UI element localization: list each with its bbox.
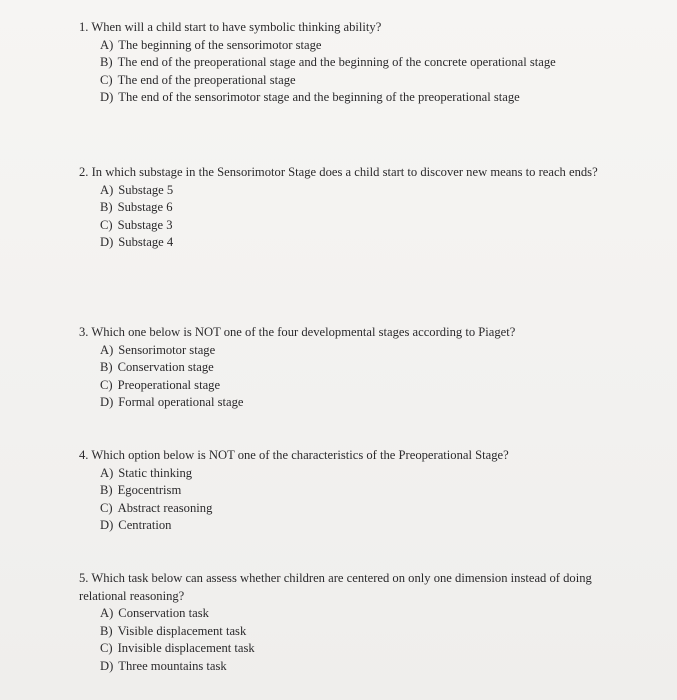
option-2c bbox=[100, 217, 607, 235]
option-5c bbox=[100, 640, 599, 658]
option-text: Preoperational stage bbox=[117, 377, 221, 392]
option-text: Three mountains task bbox=[118, 658, 227, 673]
option-4b bbox=[100, 482, 609, 500]
option-letter: A) bbox=[100, 182, 114, 197]
option-text: Formal operational stage bbox=[118, 395, 244, 409]
option-2d bbox=[100, 234, 607, 252]
option-letter: B) bbox=[100, 623, 113, 638]
option-letter: C) bbox=[100, 72, 113, 87]
option-letter: A) bbox=[100, 342, 114, 357]
option-text: The beginning of the sensorimotor stage bbox=[118, 37, 322, 52]
question-5 bbox=[79, 570, 599, 675]
option-letter: C) bbox=[100, 217, 113, 232]
option-5d bbox=[100, 658, 599, 676]
option-text: Sensorimotor stage bbox=[118, 342, 216, 357]
question-3-options bbox=[100, 342, 609, 412]
option-1c bbox=[100, 72, 609, 90]
option-letter: A) bbox=[100, 606, 114, 620]
option-5b bbox=[100, 623, 599, 641]
option-text: Invisible displacement task bbox=[117, 641, 255, 655]
option-letter: C) bbox=[100, 377, 113, 392]
question-5-text: 5. Which task below can assess whether children are centered on only one dimension instead of doing relational reasoning? bbox=[79, 571, 592, 603]
option-letter: C) bbox=[100, 500, 113, 515]
option-text: The end of the sensorimotor stage and the beginning of the preoperational stage bbox=[118, 90, 520, 104]
option-4a bbox=[100, 465, 609, 483]
option-4d bbox=[100, 517, 609, 535]
question-2-text: 2. In which substage in the Sensorimotor Stage does a child start to discover new means to reach ends? bbox=[79, 165, 598, 179]
question-4-options bbox=[100, 465, 609, 535]
option-letter: D) bbox=[100, 90, 114, 104]
option-letter: D) bbox=[100, 658, 114, 673]
question-3-text: 3. Which one below is NOT one of the four developmental stages according to Piaget? bbox=[79, 325, 516, 339]
question-4-text: 4. Which option below is NOT one of the characteristics of the Preoperational Stage? bbox=[79, 448, 509, 462]
option-text: Substage 4 bbox=[118, 235, 174, 249]
option-text: The end of the preoperational stage bbox=[117, 72, 296, 87]
option-text: Substage 5 bbox=[118, 182, 174, 197]
question-1 bbox=[79, 19, 609, 107]
option-text: Conservation stage bbox=[117, 360, 214, 374]
option-letter: D) bbox=[100, 395, 114, 409]
question-1-text: 1. When will a child start to have symbolic thinking ability? bbox=[79, 20, 382, 34]
option-text: Substage 6 bbox=[117, 200, 173, 214]
question-5-options bbox=[100, 605, 599, 675]
option-2a bbox=[100, 182, 607, 200]
option-3d bbox=[100, 394, 609, 412]
option-text: Centration bbox=[118, 518, 172, 532]
option-3b bbox=[100, 359, 609, 377]
option-text: Abstract reasoning bbox=[117, 500, 213, 515]
option-text: Visible displacement task bbox=[117, 623, 247, 638]
option-letter: B) bbox=[100, 55, 113, 69]
option-1a bbox=[100, 37, 609, 55]
option-text: Conservation task bbox=[118, 606, 209, 620]
option-text: Substage 3 bbox=[117, 217, 173, 232]
option-letter: A) bbox=[100, 37, 114, 52]
option-letter: A) bbox=[100, 465, 114, 480]
option-3a bbox=[100, 342, 609, 360]
option-4c bbox=[100, 500, 609, 518]
option-letter: B) bbox=[100, 483, 113, 497]
option-text: Static thinking bbox=[118, 465, 193, 480]
option-text: The end of the preoperational stage and the beginning of the concrete operational stage bbox=[117, 55, 556, 69]
question-4 bbox=[79, 447, 609, 535]
option-letter: C) bbox=[100, 641, 113, 655]
question-2-options bbox=[100, 182, 607, 252]
option-3c bbox=[100, 377, 609, 395]
option-text: Egocentrism bbox=[117, 483, 182, 497]
option-2b bbox=[100, 199, 607, 217]
option-letter: D) bbox=[100, 518, 114, 532]
option-letter: B) bbox=[100, 360, 113, 374]
option-1d bbox=[100, 89, 609, 107]
question-1-options bbox=[100, 37, 609, 107]
question-3 bbox=[79, 324, 609, 412]
option-letter: B) bbox=[100, 200, 113, 214]
option-letter: D) bbox=[100, 235, 114, 249]
question-2 bbox=[79, 164, 607, 252]
option-5a bbox=[100, 605, 599, 623]
option-1b bbox=[100, 54, 609, 72]
